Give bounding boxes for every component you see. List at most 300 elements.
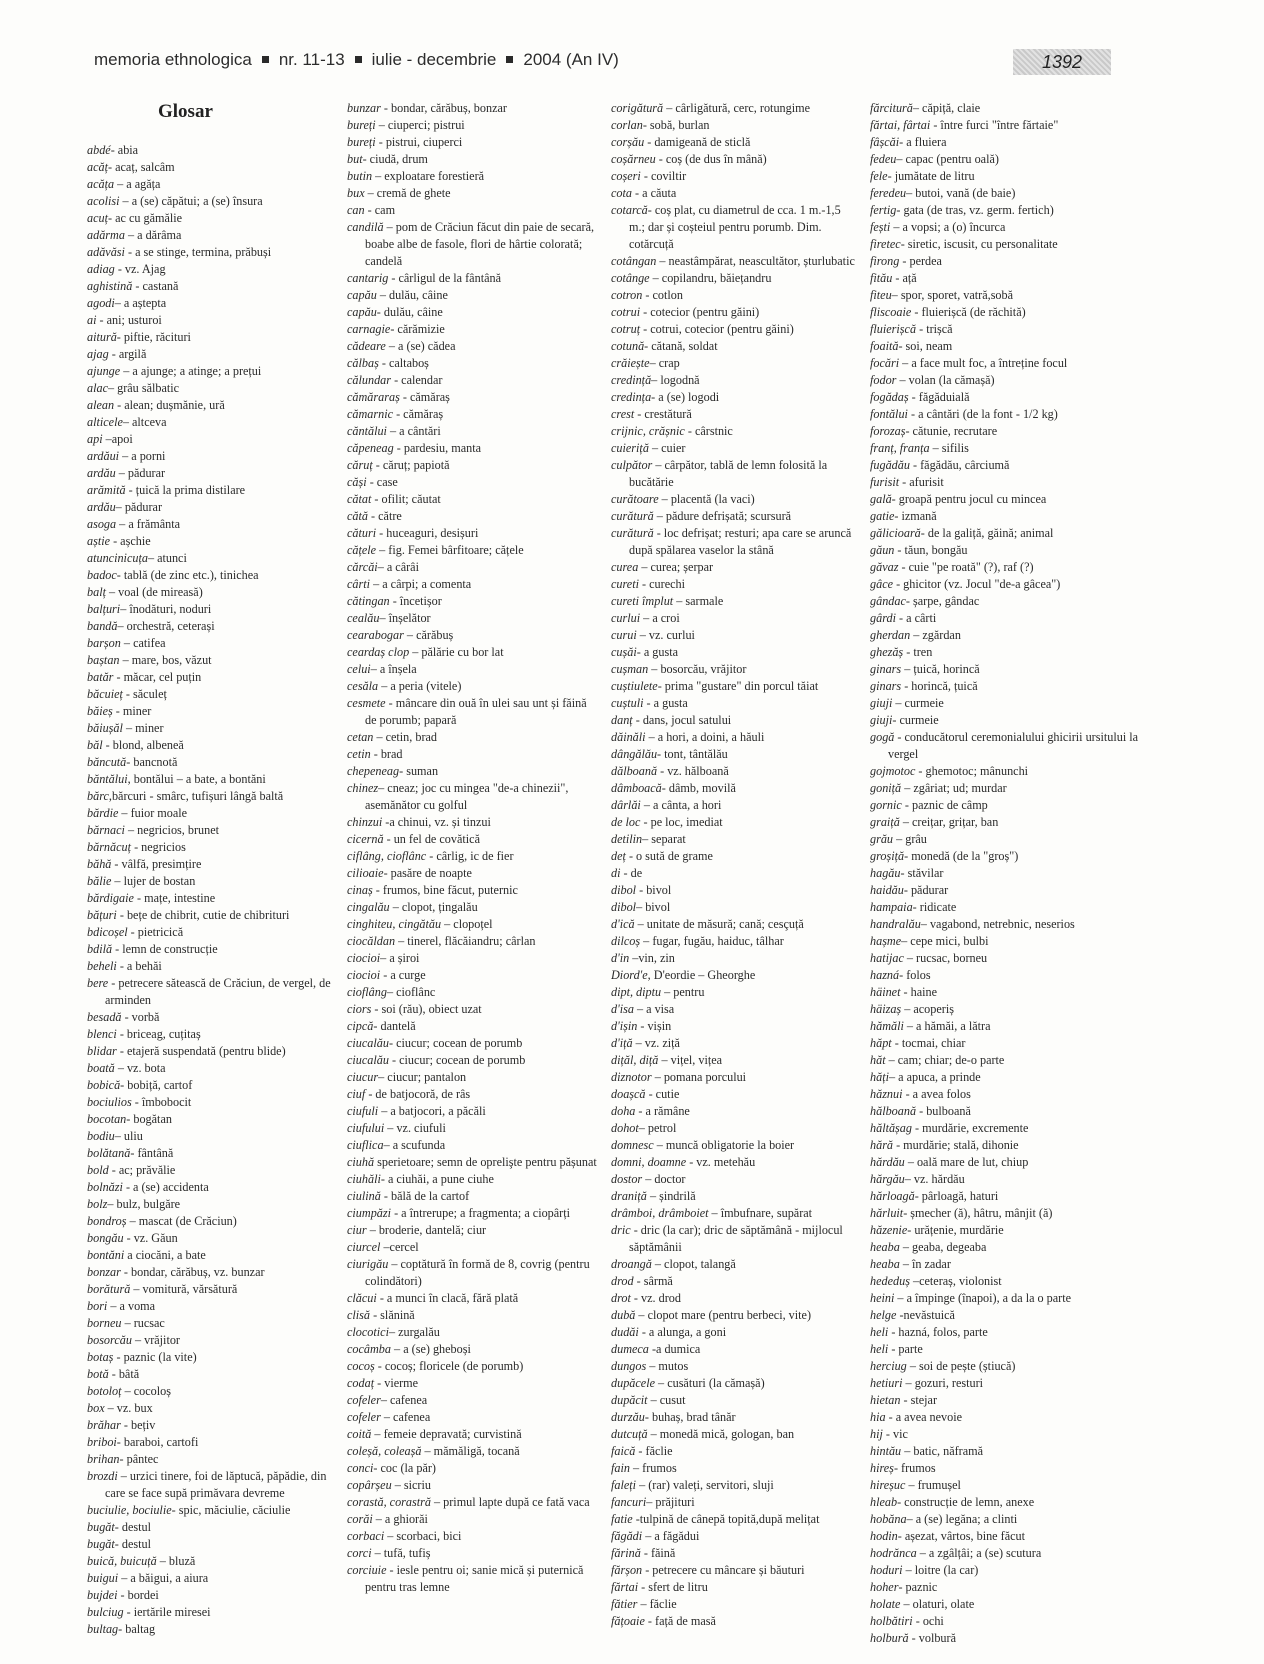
glossary-term: giuji bbox=[870, 696, 893, 710]
glossary-entry bbox=[870, 440, 1142, 457]
glossary-definition: - vz. Ajag bbox=[114, 262, 166, 276]
glossary-term: fărtai, fârtai bbox=[870, 118, 931, 132]
glossary-entry bbox=[870, 1086, 1142, 1103]
glossary-term: hatijac bbox=[870, 951, 904, 965]
glossary-entry bbox=[870, 899, 1142, 916]
glossary-term: băl bbox=[87, 738, 103, 752]
glossary-term: hireșuc bbox=[870, 1478, 906, 1492]
glossary-definition: – doctor bbox=[642, 1172, 686, 1186]
glossary-definition: – scorbaci, bici bbox=[384, 1529, 462, 1543]
glossary-definition: – tufă, tufiș bbox=[371, 1546, 431, 1560]
glossary-term: bulciug bbox=[87, 1605, 124, 1619]
glossary-entry bbox=[870, 253, 1142, 270]
glossary-definition: – cârligătură, cerc, rotungime bbox=[663, 101, 810, 115]
glossary-definition: - cocoș; floricele (de porumb) bbox=[374, 1359, 524, 1373]
glossary-term: cofeler bbox=[347, 1393, 381, 1407]
glossary-term: besadă bbox=[87, 1010, 122, 1024]
glossary-entry bbox=[87, 873, 335, 890]
glossary-entry bbox=[611, 1477, 859, 1494]
glossary-term: bongău bbox=[87, 1231, 124, 1245]
glossary-entry bbox=[870, 576, 1142, 593]
glossary-entry bbox=[347, 950, 599, 967]
glossary-term: faleți bbox=[611, 1478, 637, 1492]
glossary-term: dăinăli bbox=[611, 730, 646, 744]
glossary-term: hireș bbox=[870, 1461, 894, 1475]
glossary-term: badoc bbox=[87, 568, 117, 582]
glossary-entry bbox=[611, 933, 859, 950]
glossary-definition: – muncă obligatorie la boier bbox=[653, 1138, 795, 1152]
glossary-term: aghistină bbox=[87, 279, 133, 293]
glossary-entry bbox=[611, 695, 859, 712]
glossary-term: hăt bbox=[870, 1053, 886, 1067]
glossary-definition: – vz. hărdău bbox=[904, 1172, 965, 1186]
glossary-term: băhă bbox=[87, 857, 112, 871]
glossary-entry bbox=[347, 100, 599, 117]
glossary-entry bbox=[347, 542, 599, 559]
glossary-entry bbox=[870, 967, 1142, 984]
glossary-entry bbox=[347, 525, 599, 542]
glossary-definition: – a scufunda bbox=[383, 1138, 446, 1152]
glossary-term: doașcă bbox=[611, 1087, 646, 1101]
glossary-entry bbox=[870, 423, 1142, 440]
glossary-entry bbox=[870, 984, 1142, 1001]
glossary-entry bbox=[870, 542, 1142, 559]
glossary-definition: – a visa bbox=[633, 1002, 675, 1016]
glossary-entry bbox=[870, 270, 1142, 287]
glossary-entry bbox=[870, 1171, 1142, 1188]
glossary-term: aitură bbox=[87, 330, 117, 344]
glossary-definition: - o sută de grame bbox=[625, 849, 713, 863]
glossary-definition: – clopoțel bbox=[441, 917, 493, 931]
glossary-definition: – lujer de bostan bbox=[111, 874, 196, 888]
glossary-entry bbox=[611, 253, 859, 270]
glossary-definition: – îmbufnare, supărat bbox=[708, 1206, 813, 1220]
glossary-definition: – mutos bbox=[646, 1359, 689, 1373]
glossary-term: fain bbox=[611, 1461, 630, 1475]
glossary-entry bbox=[870, 1052, 1142, 1069]
glossary-term: ajunge bbox=[87, 364, 121, 378]
glossary-definition: – înșelător bbox=[379, 611, 431, 625]
glossary-column-3 bbox=[611, 100, 859, 1630]
glossary-entry bbox=[611, 423, 859, 440]
glossary-entry bbox=[87, 465, 335, 482]
glossary-term: ciucalău bbox=[347, 1036, 389, 1050]
glossary-term: fancuri bbox=[611, 1495, 647, 1509]
glossary-term: brăhar bbox=[87, 1418, 121, 1432]
glossary-term: abdé- bbox=[87, 143, 115, 157]
glossary-term: danț bbox=[611, 713, 633, 727]
glossary-definition: - miner bbox=[112, 704, 152, 718]
glossary-definition: – frumușel bbox=[905, 1478, 961, 1492]
glossary-entry bbox=[347, 933, 599, 950]
glossary-term: drot bbox=[611, 1291, 631, 1305]
glossary-definition: - cărămizie bbox=[390, 322, 445, 336]
glossary-entry bbox=[347, 168, 599, 185]
glossary-definition: a ciocăni, a bate bbox=[124, 1248, 206, 1262]
glossary-definition: - dantelă bbox=[373, 1019, 416, 1033]
glossary-entry bbox=[87, 414, 335, 431]
glossary-term: cetan bbox=[347, 730, 374, 744]
glossary-term: fiteu bbox=[870, 288, 892, 302]
glossary-entry bbox=[87, 1043, 335, 1060]
glossary-definition: – a agăța bbox=[114, 177, 161, 191]
glossary-entry bbox=[611, 814, 859, 831]
glossary-definition: – geaba, degeaba bbox=[899, 1240, 987, 1254]
glossary-term: graiță bbox=[870, 815, 900, 829]
glossary-definition: - tren bbox=[903, 645, 933, 659]
glossary-definition: - dâmb, movilă bbox=[661, 781, 736, 795]
glossary-term: bori bbox=[87, 1299, 108, 1313]
glossary-term: fătier bbox=[611, 1597, 638, 1611]
glossary-entry bbox=[611, 593, 859, 610]
glossary-definition: - soi, neam bbox=[898, 339, 953, 353]
glossary-term: bodiu bbox=[87, 1129, 115, 1143]
glossary-entry bbox=[87, 1570, 335, 1587]
glossary-definition: - baltag bbox=[118, 1622, 156, 1636]
glossary-entry bbox=[347, 134, 599, 151]
glossary-definition: – broderie, dantelă; ciur bbox=[366, 1223, 487, 1237]
glossary-definition: – atunci bbox=[147, 551, 187, 565]
glossary-entry bbox=[870, 168, 1142, 185]
glossary-definition: - crestătură bbox=[634, 407, 692, 421]
glossary-term: băiușăl bbox=[87, 721, 123, 735]
glossary-term: dutcuță bbox=[611, 1427, 648, 1441]
glossary-entry bbox=[87, 958, 335, 975]
glossary-term: hagău bbox=[870, 866, 901, 880]
glossary-definition: - iertările miresei bbox=[123, 1605, 211, 1619]
glossary-entry bbox=[347, 729, 599, 746]
glossary-definition: – a împinge (înapoi), a da la o parte bbox=[894, 1291, 1072, 1305]
glossary-entry bbox=[87, 1587, 335, 1604]
glossary-entry bbox=[347, 372, 599, 389]
glossary-title: Glosar bbox=[158, 101, 213, 122]
glossary-definition: - caltaboș bbox=[378, 356, 429, 370]
glossary-term: deț bbox=[611, 849, 626, 863]
glossary-term: bujdei bbox=[87, 1588, 118, 1602]
glossary-term: domni, doamne bbox=[611, 1155, 687, 1169]
glossary-term: bonzar bbox=[87, 1265, 121, 1279]
glossary-entry bbox=[87, 346, 335, 363]
glossary-term: dric bbox=[611, 1223, 631, 1237]
glossary-term: api bbox=[87, 432, 103, 446]
glossary-definition: – a cânta, a hori bbox=[640, 798, 722, 812]
glossary-term: acăț- bbox=[87, 160, 113, 174]
glossary-term: cături bbox=[347, 526, 377, 540]
glossary-term: acolisi bbox=[87, 194, 120, 208]
glossary-definition: - piftie, răcituri bbox=[116, 330, 191, 344]
glossary-entry bbox=[347, 1511, 599, 1528]
glossary-term: hărloagă bbox=[870, 1189, 915, 1203]
glossary-entry bbox=[870, 1290, 1142, 1307]
glossary-definition: – cioflânc bbox=[386, 985, 436, 999]
glossary-entry bbox=[611, 729, 859, 746]
glossary-definition: - vz. hălboană bbox=[657, 764, 729, 778]
glossary-definition: - trișcă bbox=[916, 322, 953, 336]
glossary-definition: – cărăbuș bbox=[403, 628, 454, 642]
glossary-term: ajag bbox=[87, 347, 109, 361]
glossary-definition: - murdărie; stală, dihonie bbox=[893, 1138, 1019, 1152]
glossary-entry bbox=[347, 644, 599, 661]
glossary-definition: – cuier bbox=[648, 441, 686, 455]
glossary-term: dibol bbox=[611, 900, 637, 914]
separator-bullet bbox=[506, 56, 513, 63]
glossary-term: acăța bbox=[87, 177, 115, 191]
glossary-entry bbox=[870, 1562, 1142, 1579]
glossary-entry bbox=[870, 508, 1142, 525]
glossary-term: ciors bbox=[347, 1002, 372, 1016]
glossary-definition: – clopot mare (pentru berbeci, vite) bbox=[635, 1308, 812, 1322]
glossary-definition: – unitate de măsură; cană; cesçuță bbox=[634, 917, 804, 931]
glossary-term: forozaș bbox=[870, 424, 906, 438]
glossary-entry bbox=[870, 1375, 1142, 1392]
glossary-entry bbox=[347, 338, 599, 355]
glossary-term: borătură bbox=[87, 1282, 131, 1296]
glossary-term: batăr bbox=[87, 670, 114, 684]
glossary-term: hărluit bbox=[870, 1206, 904, 1220]
glossary-definition: – a dărâma bbox=[124, 228, 182, 242]
glossary-definition: - case bbox=[366, 475, 398, 489]
glossary-definition: - urățenie, murdărie bbox=[907, 1223, 1004, 1237]
glossary-term: fugădău bbox=[870, 458, 910, 472]
glossary-entry bbox=[611, 525, 859, 559]
glossary-definition: - bivol bbox=[636, 883, 672, 897]
glossary-entry bbox=[611, 1545, 859, 1562]
glossary-entry bbox=[347, 389, 599, 406]
glossary-term: fluierișcă bbox=[870, 322, 917, 336]
glossary-entry bbox=[611, 899, 859, 916]
glossary-entry bbox=[87, 295, 335, 312]
glossary-term: boată bbox=[87, 1061, 115, 1075]
glossary-entry bbox=[611, 1052, 859, 1069]
glossary-term: carnagie bbox=[347, 322, 391, 336]
glossary-definition: – monedă mică, gologan, ban bbox=[647, 1427, 795, 1441]
glossary-entry bbox=[870, 780, 1142, 797]
glossary-entry bbox=[870, 712, 1142, 729]
glossary-term: cămăraraș bbox=[347, 390, 400, 404]
glossary-term: ciufuli bbox=[347, 1104, 379, 1118]
glossary-entry bbox=[87, 890, 335, 907]
glossary-term: chepeneag bbox=[347, 764, 400, 778]
glossary-entry bbox=[87, 261, 335, 278]
glossary-entry bbox=[87, 1247, 335, 1264]
glossary-definition: -a dumica bbox=[648, 1342, 701, 1356]
glossary-definition: – cârpător, tablă de lemn folosită la bucătărie bbox=[629, 458, 828, 489]
glossary-entry bbox=[347, 746, 599, 763]
glossary-entry bbox=[870, 1477, 1142, 1494]
glossary-entry bbox=[870, 474, 1142, 491]
glossary-definition: - pistrui, ciuperci bbox=[375, 135, 463, 149]
glossary-entry bbox=[870, 1018, 1142, 1035]
glossary-term: bdicoșel bbox=[87, 925, 128, 939]
glossary-definition: - afurisit bbox=[899, 475, 944, 489]
glossary-entry bbox=[347, 593, 599, 610]
glossary-term: celui bbox=[347, 662, 371, 676]
glossary-definition: – curea; șerpar bbox=[638, 560, 714, 574]
glossary-term: coșeri bbox=[611, 169, 641, 183]
glossary-entry bbox=[87, 805, 335, 822]
glossary-entry bbox=[870, 1511, 1142, 1528]
glossary-term: bugăt bbox=[87, 1537, 115, 1551]
glossary-definition: - petrecere cu mâncare și băuturi bbox=[642, 1563, 805, 1577]
glossary-entry bbox=[87, 227, 335, 244]
glossary-term: bobică bbox=[87, 1078, 121, 1092]
glossary-entry bbox=[87, 941, 335, 958]
glossary-definition: - slănină bbox=[370, 1308, 415, 1322]
glossary-entry bbox=[870, 1154, 1142, 1171]
glossary-term: dupăcele bbox=[611, 1376, 655, 1390]
glossary-term: can bbox=[347, 203, 365, 217]
glossary-definition: - a avea folos bbox=[902, 1087, 971, 1101]
glossary-term: cărcăi bbox=[347, 560, 378, 574]
glossary-term: ginars bbox=[870, 662, 902, 676]
glossary-term: balț bbox=[87, 585, 106, 599]
glossary-term: buică, buicuță bbox=[87, 1554, 157, 1568]
glossary-entry bbox=[611, 1069, 859, 1086]
glossary-entry bbox=[347, 695, 599, 729]
glossary-term: coită bbox=[347, 1427, 372, 1441]
glossary-term: ciuhă bbox=[347, 1155, 375, 1169]
glossary-definition: – tinerel, flăcăiandru; cârlan bbox=[395, 934, 536, 948]
glossary-definition: - etajeră suspendată (pentru blide) bbox=[116, 1044, 286, 1058]
glossary-entry bbox=[87, 159, 335, 176]
glossary-definition: - mațe, intestine bbox=[133, 891, 216, 905]
glossary-entry bbox=[87, 380, 335, 397]
glossary-definition: – bosorcău, vrăjitor bbox=[648, 662, 747, 676]
glossary-term: cotruț bbox=[611, 322, 641, 336]
glossary-term: dălboană bbox=[611, 764, 658, 778]
glossary-definition: - cămăraș bbox=[399, 390, 450, 404]
glossary-entry bbox=[870, 100, 1142, 117]
glossary-term: botă bbox=[87, 1367, 109, 1381]
glossary-term: cinaș bbox=[347, 883, 373, 897]
glossary-entry bbox=[347, 984, 599, 1001]
glossary-entry bbox=[87, 363, 335, 380]
glossary-entry bbox=[611, 746, 859, 763]
glossary-entry bbox=[611, 1154, 859, 1171]
glossary-term: ciufului bbox=[347, 1121, 385, 1135]
glossary-entry bbox=[347, 270, 599, 287]
glossary-term: crest bbox=[611, 407, 635, 421]
glossary-definition: - murdărie, excremente bbox=[911, 1121, 1029, 1135]
glossary-entry bbox=[870, 372, 1142, 389]
glossary-entry bbox=[347, 1409, 599, 1426]
glossary-definition: - bondar, cărăbuș, vz. bunzar bbox=[120, 1265, 265, 1279]
glossary-entry bbox=[870, 287, 1142, 304]
glossary-term: cotună bbox=[611, 339, 645, 353]
glossary-entry bbox=[87, 1451, 335, 1468]
glossary-definition: – a frământa bbox=[116, 517, 181, 531]
glossary-entry bbox=[87, 329, 335, 346]
glossary-term: diznotor bbox=[611, 1070, 652, 1084]
glossary-term: atuncinicuța bbox=[87, 551, 148, 565]
glossary-definition: - tont, tântălău bbox=[657, 747, 728, 761]
glossary-definition: – uliu bbox=[114, 1129, 143, 1143]
glossary-definition: – primul lapte după ce fată vaca bbox=[430, 1495, 590, 1509]
glossary-entry bbox=[347, 457, 599, 474]
glossary-entry bbox=[611, 1324, 859, 1341]
glossary-term: cetin bbox=[347, 747, 371, 761]
glossary-definition: – logodnă bbox=[651, 373, 700, 387]
glossary-definition: - cotrui, cotecior (pentru găini) bbox=[640, 322, 794, 336]
glossary-definition: - loc defrișat; resturi; apa care se aruncă după spălarea vaselor la stână bbox=[629, 526, 852, 557]
glossary-definition: – soi de pește (știucă) bbox=[906, 1359, 1016, 1373]
glossary-term: ciflâng, cioflânc bbox=[347, 849, 427, 863]
glossary-term: holate bbox=[870, 1597, 901, 1611]
glossary-entry bbox=[347, 491, 599, 508]
glossary-term: căntălui bbox=[347, 424, 387, 438]
separator-bullet bbox=[262, 56, 269, 63]
glossary-term: dângălău bbox=[611, 747, 658, 761]
glossary-term: cușman bbox=[611, 662, 649, 676]
glossary-term: ceardaș clop bbox=[347, 645, 410, 659]
glossary-term: d'isa bbox=[611, 1002, 634, 1016]
glossary-entry bbox=[870, 236, 1142, 253]
glossary-definition: - căruț; papiotă bbox=[372, 458, 450, 472]
glossary-definition: – a făgădui bbox=[642, 1529, 700, 1543]
glossary-term: dohot bbox=[611, 1121, 639, 1135]
glossary-definition: - siretic, iscusit, cu personalitate bbox=[900, 237, 1058, 251]
glossary-definition: - bețiv bbox=[120, 1418, 156, 1432]
glossary-term: foaită bbox=[870, 339, 899, 353]
glossary-entry bbox=[611, 287, 859, 304]
glossary-entry bbox=[870, 593, 1142, 610]
glossary-entry bbox=[870, 1273, 1142, 1290]
glossary-entry bbox=[87, 788, 335, 805]
glossary-definition: – a aștepta bbox=[114, 296, 167, 310]
glossary-entry bbox=[87, 1502, 335, 1519]
glossary-entry bbox=[611, 491, 859, 508]
glossary-entry bbox=[611, 1579, 859, 1596]
glossary-definition: - frumos bbox=[893, 1461, 936, 1475]
glossary-definition: - sfert de litru bbox=[638, 1580, 708, 1594]
glossary-definition: – a (se) legăna; a clinti bbox=[906, 1512, 1018, 1526]
glossary-term: drod bbox=[611, 1274, 634, 1288]
glossary-term: droangă bbox=[611, 1257, 652, 1271]
glossary-definition: - între furci "între fărtaie" bbox=[930, 118, 1059, 132]
glossary-entry bbox=[87, 1179, 335, 1196]
glossary-definition: - gata (de tras, vz. germ. fertich) bbox=[896, 203, 1054, 217]
glossary-definition: - a (se) logodi bbox=[651, 390, 720, 404]
glossary-entry bbox=[347, 1460, 599, 1477]
glossary-entry bbox=[87, 1349, 335, 1366]
glossary-entry bbox=[347, 185, 599, 202]
separator-bullet bbox=[355, 56, 362, 63]
glossary-entry bbox=[611, 134, 859, 151]
glossary-term: goniță bbox=[870, 781, 902, 795]
glossary-definition: - paznic (la vite) bbox=[113, 1350, 197, 1364]
glossary-entry bbox=[611, 117, 859, 134]
glossary-term: corciuie bbox=[347, 1563, 387, 1577]
glossary-term: cotarcă bbox=[611, 203, 648, 217]
glossary-entry bbox=[611, 1171, 859, 1188]
glossary-definition: - cuie "pe roată" (?), raf (?) bbox=[898, 560, 1034, 574]
glossary-entry bbox=[347, 661, 599, 678]
glossary-definition: – a apuca, a prinde bbox=[888, 1070, 981, 1084]
glossary-definition: - bordei bbox=[117, 1588, 159, 1602]
glossary-definition: – exploatare forestieră bbox=[372, 169, 485, 183]
glossary-term: cotron bbox=[611, 288, 643, 302]
glossary-definition: - perdea bbox=[899, 254, 942, 268]
glossary-definition: - calendar bbox=[391, 373, 443, 387]
glossary-definition: - alean; dușmănie, ură bbox=[114, 398, 225, 412]
glossary-entry bbox=[870, 525, 1142, 542]
glossary-term: fărșon bbox=[611, 1563, 643, 1577]
glossary-definition: – dulău, câine bbox=[376, 288, 448, 302]
glossary-definition: - tocmai, chiar bbox=[891, 1036, 966, 1050]
glossary-entry bbox=[347, 355, 599, 372]
glossary-term: fertig bbox=[870, 203, 897, 217]
glossary-definition: – bluză bbox=[156, 1554, 196, 1568]
